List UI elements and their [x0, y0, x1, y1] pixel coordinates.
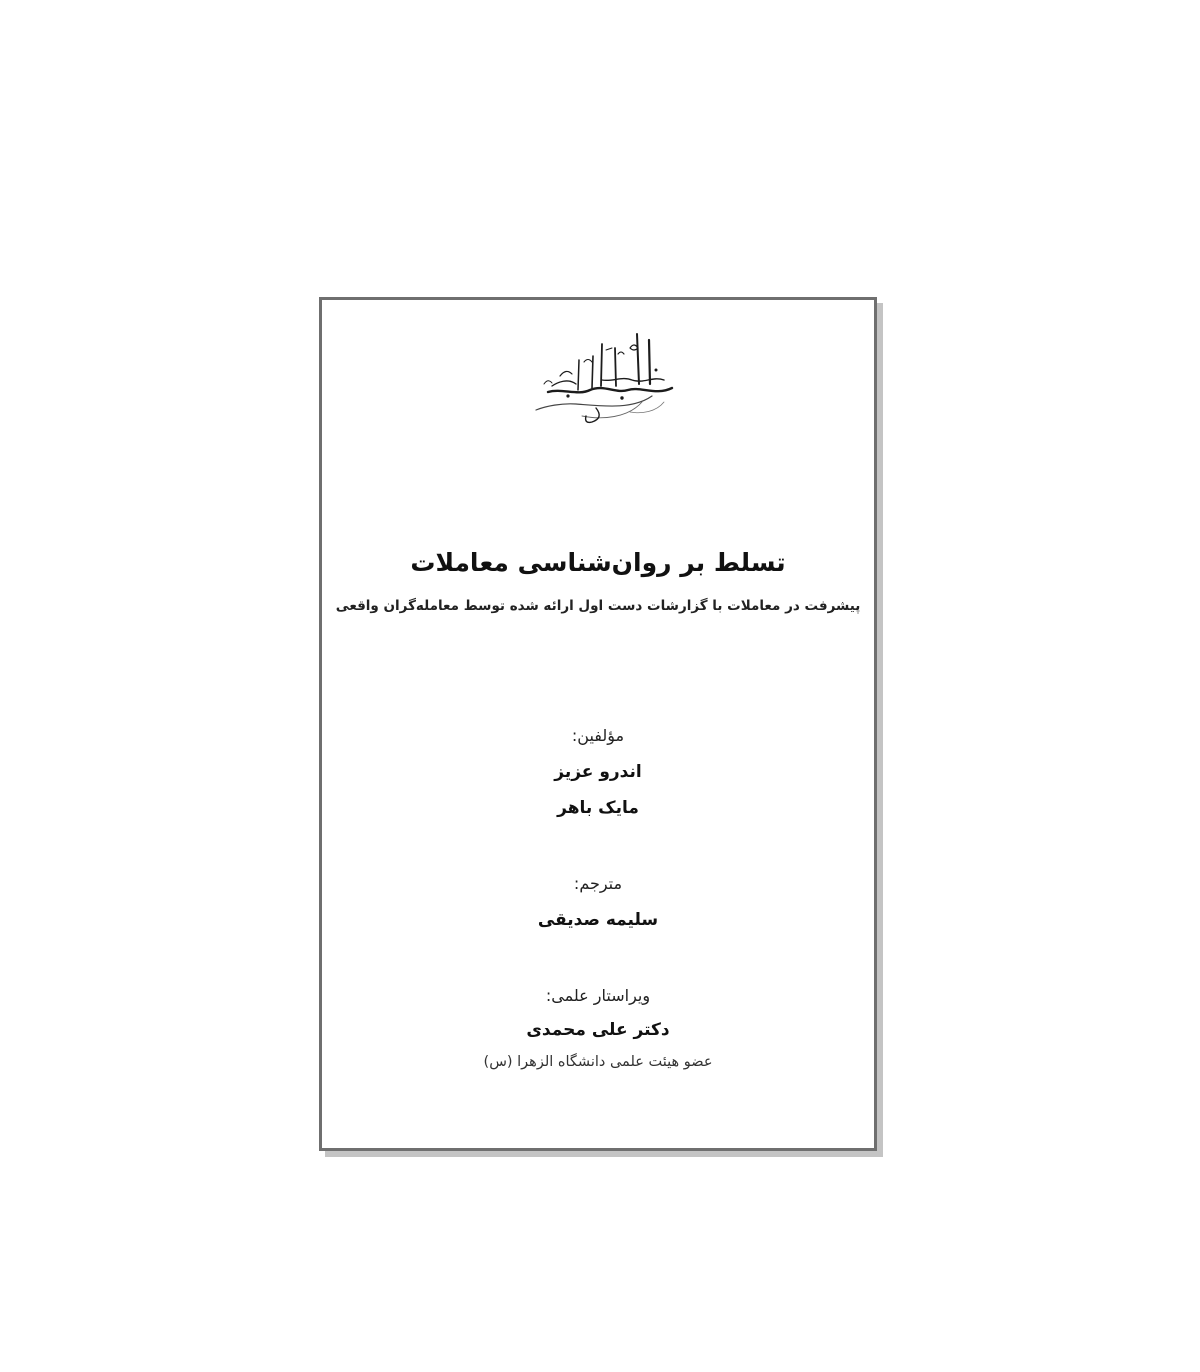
translator-name: سلیمه صدیقی	[537, 910, 659, 930]
editor-label: ویراستار علمی:	[545, 986, 651, 1005]
author-name: اندرو عزیز	[554, 762, 642, 782]
editor-affiliation: عضو هیئت علمی دانشگاه الزهرا (س)	[483, 1054, 713, 1070]
authors-label: مؤلفین:	[571, 726, 625, 745]
bismillah-calligraphy	[532, 326, 677, 426]
book-subtitle: پیشرفت در معاملات با گزارشات دست اول ارائه شده توسط معامله‌گران واقعی	[335, 598, 861, 614]
book-title: تسلط بر روان‌شناسی معاملات	[410, 548, 786, 577]
book-page-frame	[319, 297, 877, 1151]
editor-name: دکتر علی محمدی	[526, 1020, 670, 1040]
author-name: مایک باهر	[557, 798, 639, 818]
translator-label: مترجم:	[573, 874, 623, 893]
